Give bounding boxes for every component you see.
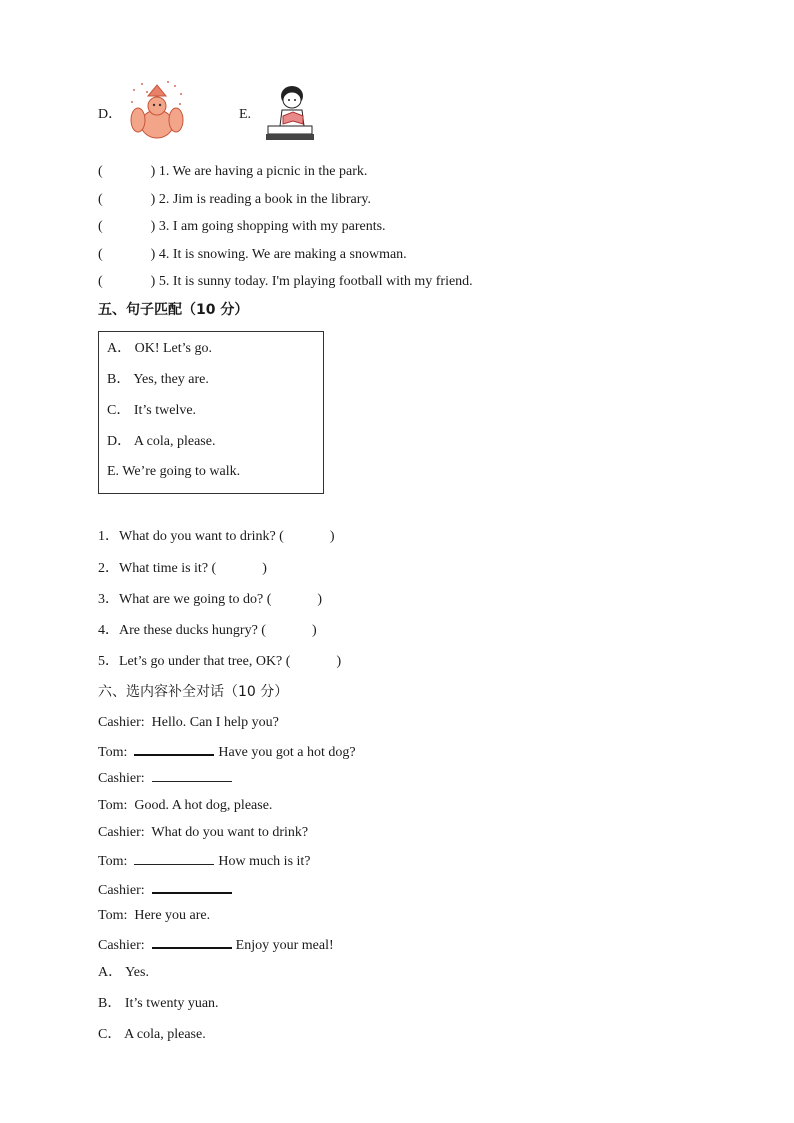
dialogue-line: Cashier:: [98, 769, 236, 787]
section-6-heading: 六、选内容补全对话（10 分）: [98, 684, 289, 700]
question-5: 5．Let’s go under that tree, OK? ( ): [98, 654, 342, 669]
boy-reading-picture: [264, 82, 316, 144]
dialogue-line: Tom: Here you are.: [98, 908, 211, 923]
option-c: C． It’s twelve.: [107, 403, 197, 418]
picture-d-label: D．: [98, 107, 123, 122]
dialogue-line: Tom: How much is it?: [98, 854, 311, 869]
dialogue-line: Cashier: What do you want to drink?: [98, 825, 309, 840]
option-d: D． A cola, please.: [107, 434, 216, 449]
match-item: ( ) 4. It is snowing. We are making a snowman.: [98, 247, 407, 262]
choice-c: C． A cola, please.: [98, 1027, 206, 1042]
choice-b: B． It’s twenty yuan.: [98, 996, 219, 1011]
option-a: A． OK! Let’s go.: [107, 341, 212, 356]
dialogue-line: Cashier:: [98, 880, 236, 898]
match-item: ( ) 1. We are having a picnic in the park.: [98, 164, 368, 179]
dialogue-line: Tom: Good. A hot dog, please.: [98, 798, 273, 813]
match-item: ( ) 5. It is sunny today. I'm playing football with my friend.: [98, 274, 473, 289]
answer-blank[interactable]: [152, 880, 232, 894]
answer-blank[interactable]: [134, 742, 214, 756]
dialogue-line: Cashier: Enjoy your meal!: [98, 935, 334, 953]
answer-blank[interactable]: [134, 852, 214, 865]
snowman-picture: [128, 80, 186, 142]
section-5-heading: 五、句子匹配（10 分）: [98, 302, 249, 318]
answer-blank[interactable]: [152, 769, 232, 782]
dialogue-line: Tom: Have you got a hot dog?: [98, 742, 356, 760]
question-3: 3．What are we going to do? ( ): [98, 592, 323, 607]
dialogue-line: Cashier: Hello. Can I help you?: [98, 715, 279, 730]
question-4: 4．Are these ducks hungry? ( ): [98, 623, 317, 638]
question-2: 2．What time is it? ( ): [98, 561, 267, 576]
picture-e-label: E.: [239, 107, 252, 122]
match-item: ( ) 3. I am going shopping with my parents.: [98, 219, 386, 234]
option-b: B． Yes, they are.: [107, 372, 209, 387]
options-box: [98, 331, 324, 494]
answer-blank[interactable]: [152, 935, 232, 949]
choice-a: A． Yes.: [98, 965, 149, 980]
option-e: E. We’re going to walk.: [107, 464, 241, 479]
question-1: 1．What do you want to drink? ( ): [98, 529, 335, 544]
match-item: ( ) 2. Jim is reading a book in the library.: [98, 192, 371, 207]
